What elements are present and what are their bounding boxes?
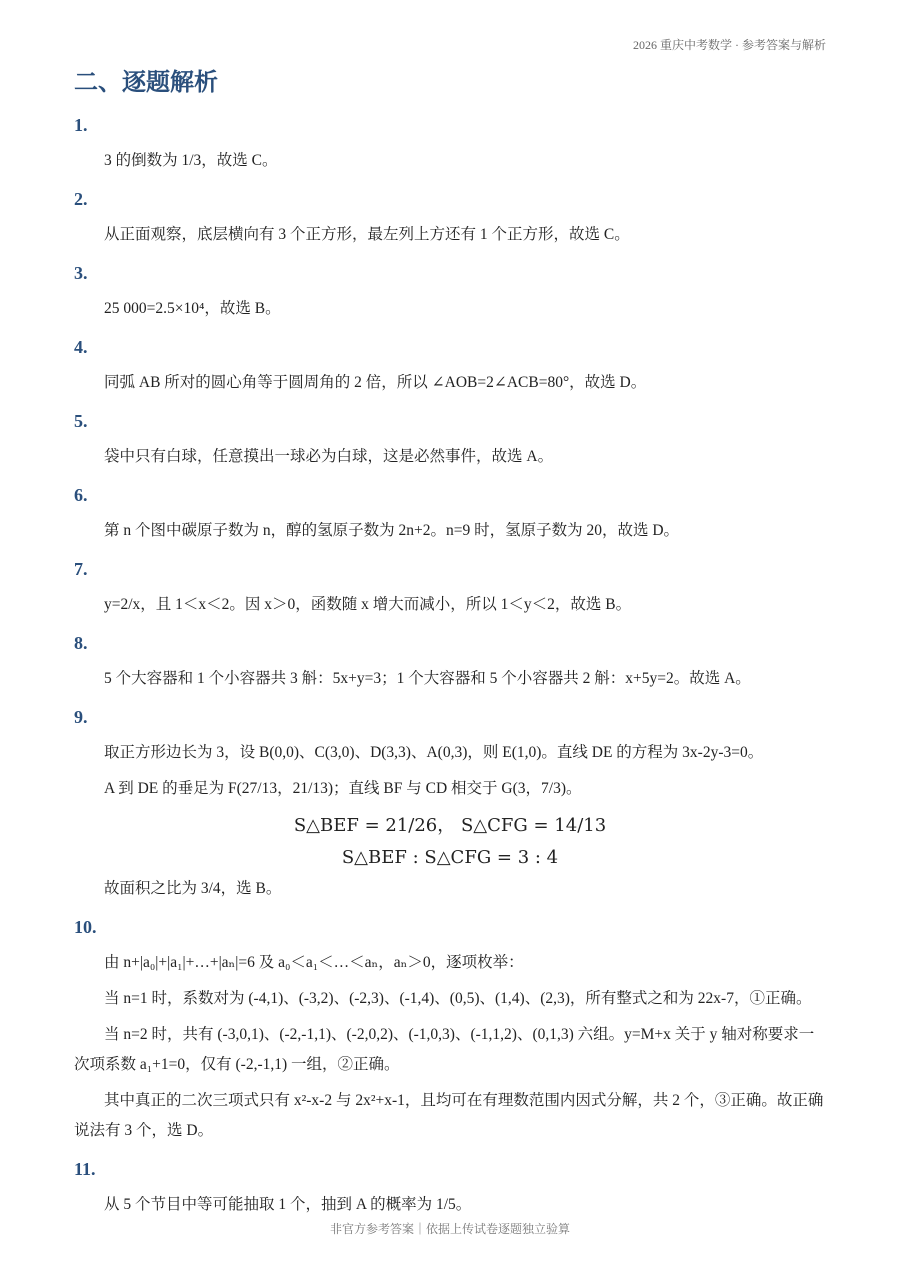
- explanation-text: y=2/x，且 1＜x＜2。因 x＞0，函数随 x 增大而减小，所以 1＜y＜2，故选 B。: [104, 596, 632, 613]
- question-9: [74, 704, 826, 904]
- explanation-text: 3 的倒数为 1/3，故选 C。: [104, 152, 278, 169]
- answer-content: [74, 112, 826, 1230]
- question-number: 2.: [74, 189, 88, 209]
- section-title: 二、逐题解析: [74, 70, 218, 96]
- explanation-text: 从 5 个节目中等可能抽取 1 个，抽到 A 的概率为 1/5。: [104, 1196, 472, 1213]
- question-11: [74, 1156, 826, 1220]
- page-header-note: 2026 重庆中考数学 · 参考答案与解析: [633, 38, 826, 52]
- question-number: 8.: [74, 633, 88, 653]
- question-5: [74, 408, 826, 472]
- question-2: [74, 186, 826, 250]
- explanation-text: 第 n 个图中碳原子数为 n，醇的氢原子数为 2n+2。n=9 时，氢原子数为 20，故选 D。: [104, 522, 680, 539]
- question-4: [74, 334, 826, 398]
- explanation-text: 5 个大容器和 1 个小容器共 3 斛：5x+y=3；1 个大容器和 5 个小容器共 2 斛：x+5y=2。故选 A。: [104, 670, 751, 687]
- explanation-text: 由 n+|a₀|+|a₁|+…+|aₙ|=6 及 a₀＜a₁＜…＜aₙ，aₙ＞0，逐项枚举：: [104, 954, 524, 971]
- area-formula: S△BEF = 21/26， S△CFG = 14/13: [293, 815, 607, 836]
- question-3: [74, 260, 826, 324]
- explanation-text: 取正方形边长为 3，设 B(0,0)、C(3,0)、D(3,3)、A(0,3)，则 E(1,0)。直线 DE 的方程为 3x-2y-3=0。: [104, 744, 764, 761]
- explanation-text: 从正面观察，底层横向有 3 个正方形，最左列上方还有 1 个正方形，故选 C。: [104, 226, 630, 243]
- question-number: 10.: [74, 917, 97, 937]
- ratio-formula: S△BEF : S△CFG = 3 : 4: [341, 847, 559, 868]
- explanation-text: 25 000=2.5×10⁴，故选 B。: [104, 300, 281, 317]
- explanation-text: 当 n=1 时，系数对为 (-4,1)、(-3,2)、(-2,3)、(-1,4)、(0,5)、(1,4)、(2,3)，所有整式之和为 22x-7，①正确。: [104, 990, 812, 1007]
- question-number: 4.: [74, 337, 88, 357]
- question-number: 9.: [74, 707, 88, 727]
- question-number: 7.: [74, 559, 88, 579]
- explanation-text: A 到 DE 的垂足为 F(27/13，21/13)；直线 BF 与 CD 相交于 G(3，7/3)。: [104, 780, 582, 797]
- question-number: 11.: [74, 1159, 96, 1179]
- question-1: [74, 112, 826, 176]
- question-number: 5.: [74, 411, 88, 431]
- explanation-text: 当 n=2 时，共有 (-3,0,1)、(-2,-1,1)、(-2,0,2)、(-1,0,3)、(-1,1,2)、(0,1,3) 六组。y=M+x 关于 y 轴对称要求一次项系数 a₁+1=0，仅有 (-2,-1,1) 一组，②正确。: [74, 1026, 815, 1073]
- question-number: 6.: [74, 485, 88, 505]
- explanation-text: 袋中只有白球，任意摸出一球必为白球，这是必然事件，故选 A。: [104, 448, 554, 465]
- conclusion-text: 故面积之比为 3/4，选 B。: [104, 880, 282, 897]
- page-footer-note: 非官方参考答案｜依据上传试卷逐题独立验算: [329, 1222, 570, 1236]
- explanation-text: 其中真正的二次三项式只有 x²-x-2 与 2x²+x-1，且均可在有理数范围内因式分解，共 2 个，③正确。故正确说法有 3 个，选 D。: [74, 1092, 824, 1139]
- question-7: [74, 556, 826, 620]
- question-10: [74, 914, 826, 1146]
- question-number: 3.: [74, 263, 88, 283]
- question-6: [74, 482, 826, 546]
- question-number: 1.: [74, 115, 88, 135]
- explanation-text: 同弧 AB 所对的圆心角等于圆周角的 2 倍，所以 ∠AOB=2∠ACB=80°，故选 D。: [104, 374, 647, 391]
- question-8: [74, 630, 826, 694]
